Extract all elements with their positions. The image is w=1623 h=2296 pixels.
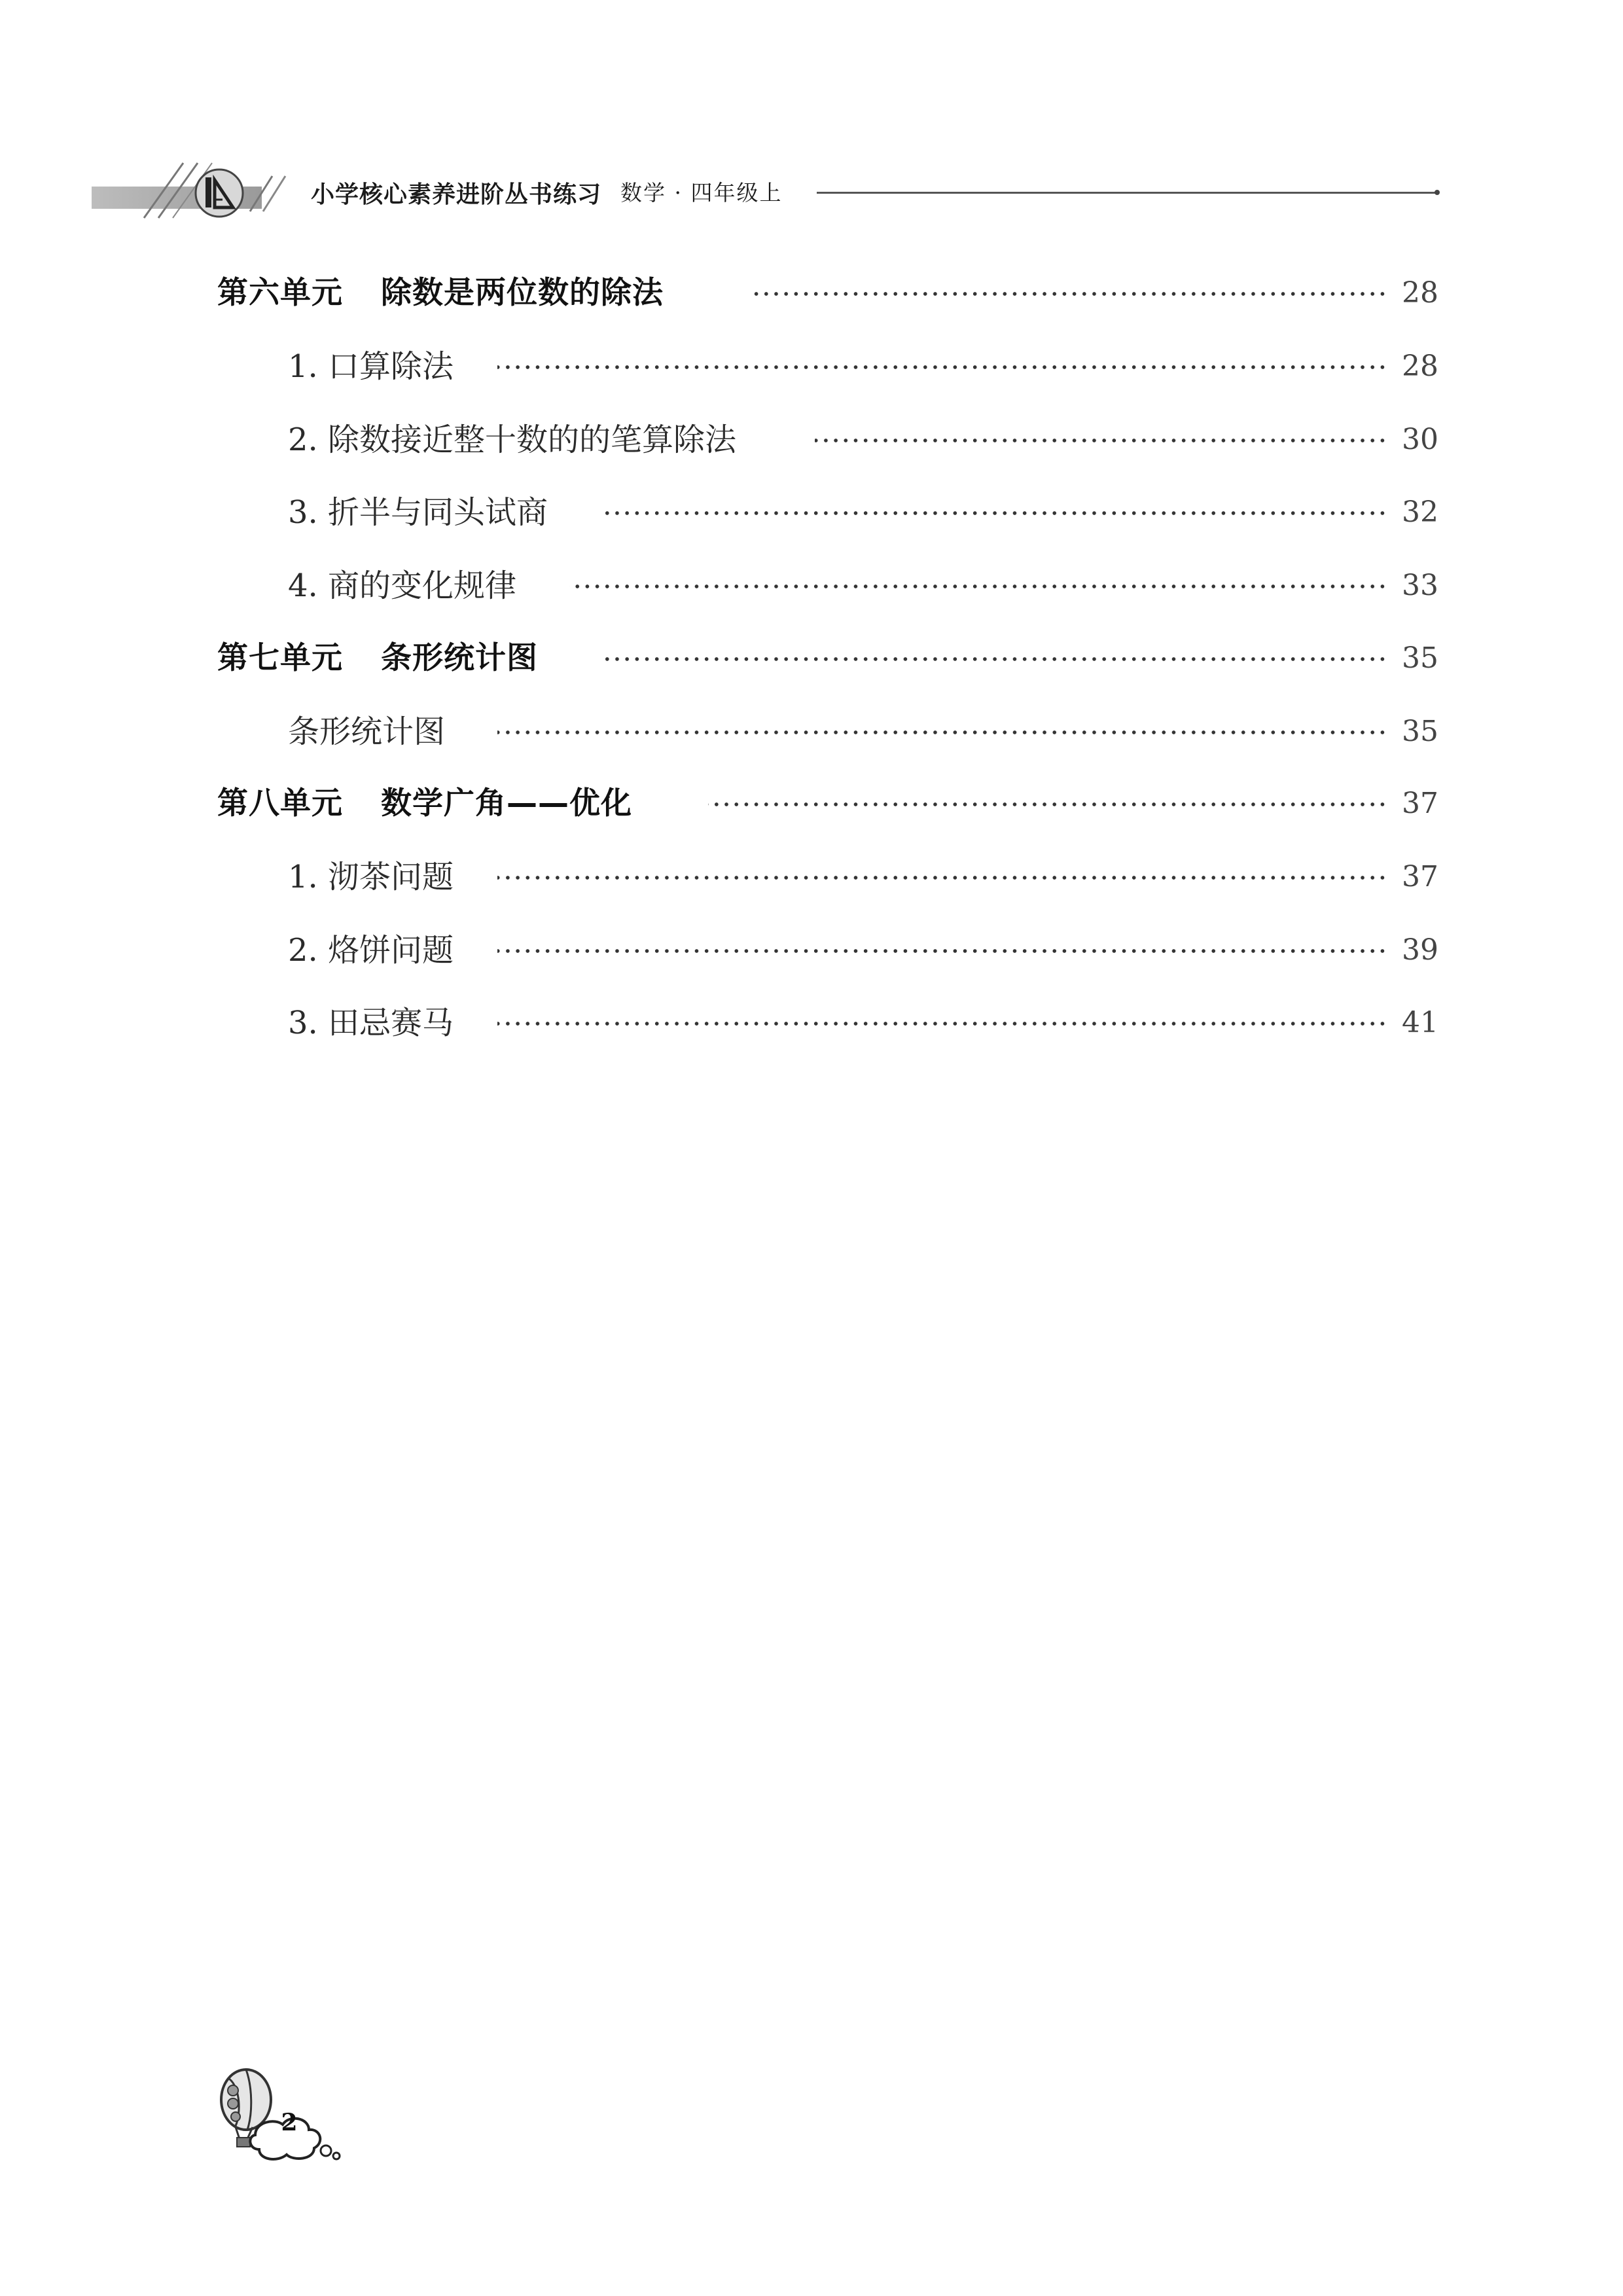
toc-entry-title: 1. 沏茶问题 — [288, 859, 454, 895]
dot-leader — [497, 949, 1387, 953]
page-number: 2 — [281, 2109, 298, 2136]
toc-page-number: 30 — [1402, 423, 1438, 456]
unit-label: 第六单元 — [217, 275, 343, 311]
toc-unit-7[interactable] — [0, 632, 1623, 685]
dot-leader — [497, 365, 1387, 369]
dot-leader — [749, 292, 1387, 296]
toc-page-number: 41 — [1402, 1006, 1438, 1039]
dot-leader — [604, 657, 1387, 661]
toc-page-number: 37 — [1402, 787, 1438, 820]
toc-page-number: 33 — [1402, 569, 1438, 602]
toc-entry-title — [217, 632, 538, 685]
running-header — [92, 147, 1440, 219]
toc-entry-title: 2. 烙饼问题 — [288, 932, 454, 969]
toc-entry-title: 条形统计图 — [288, 713, 446, 750]
toc-entry[interactable] — [0, 851, 1623, 903]
toc-entry-title: 2. 除数接近整十数的的笔算除法 — [288, 422, 737, 458]
toc-unit-8[interactable] — [0, 778, 1623, 830]
toc-entry[interactable] — [0, 414, 1623, 466]
toc-page-number: 37 — [1402, 860, 1438, 893]
unit-label: 第八单元 — [217, 785, 343, 821]
unit-title: 条形统计图 — [381, 640, 538, 676]
toc-entry[interactable] — [0, 340, 1623, 393]
header-rule — [817, 192, 1438, 194]
page-footer — [209, 2062, 353, 2166]
dot-leader — [815, 439, 1387, 442]
toc-entry-title: 3. 田忌赛马 — [288, 1005, 454, 1041]
toc-entry[interactable] — [0, 706, 1623, 758]
dot-leader — [708, 802, 1387, 806]
geometry-tools-icon — [190, 160, 249, 219]
toc-entry[interactable] — [0, 560, 1623, 612]
toc-entry[interactable] — [0, 486, 1623, 539]
toc-entry-title: 4. 商的变化规律 — [288, 567, 517, 604]
dot-leader — [569, 584, 1387, 588]
toc-page-number: 28 — [1402, 350, 1438, 383]
unit-title: 除数是两位数的除法 — [381, 275, 664, 311]
toc-page-number: 32 — [1402, 495, 1438, 529]
toc-unit-6[interactable] — [0, 267, 1623, 319]
toc-page-number: 35 — [1402, 641, 1438, 675]
unit-label: 第七单元 — [217, 640, 343, 676]
toc-entry-title — [217, 267, 664, 319]
header-slash-decoration-right — [246, 173, 305, 213]
toc-page-number: 35 — [1402, 715, 1438, 748]
dot-leader — [497, 876, 1387, 880]
toc-entry[interactable] — [0, 997, 1623, 1049]
toc-page-number: 39 — [1402, 933, 1438, 967]
dot-leader — [497, 730, 1387, 734]
toc-entry[interactable] — [0, 924, 1623, 977]
toc-entry-title — [217, 778, 632, 830]
dot-leader — [497, 1022, 1387, 1026]
unit-title: 数学广角——优化 — [381, 785, 632, 821]
toc-entry-title: 1. 口算除法 — [288, 348, 454, 385]
series-title: 小学核心素养进阶丛书练习 — [311, 181, 602, 208]
toc-entry-title: 3. 折半与同头试商 — [288, 494, 548, 531]
toc-page-number: 28 — [1402, 276, 1438, 310]
dot-leader — [604, 511, 1387, 515]
header-rule-end — [1435, 190, 1440, 195]
book-subtitle: 数学 · 四年级上 — [620, 180, 783, 206]
